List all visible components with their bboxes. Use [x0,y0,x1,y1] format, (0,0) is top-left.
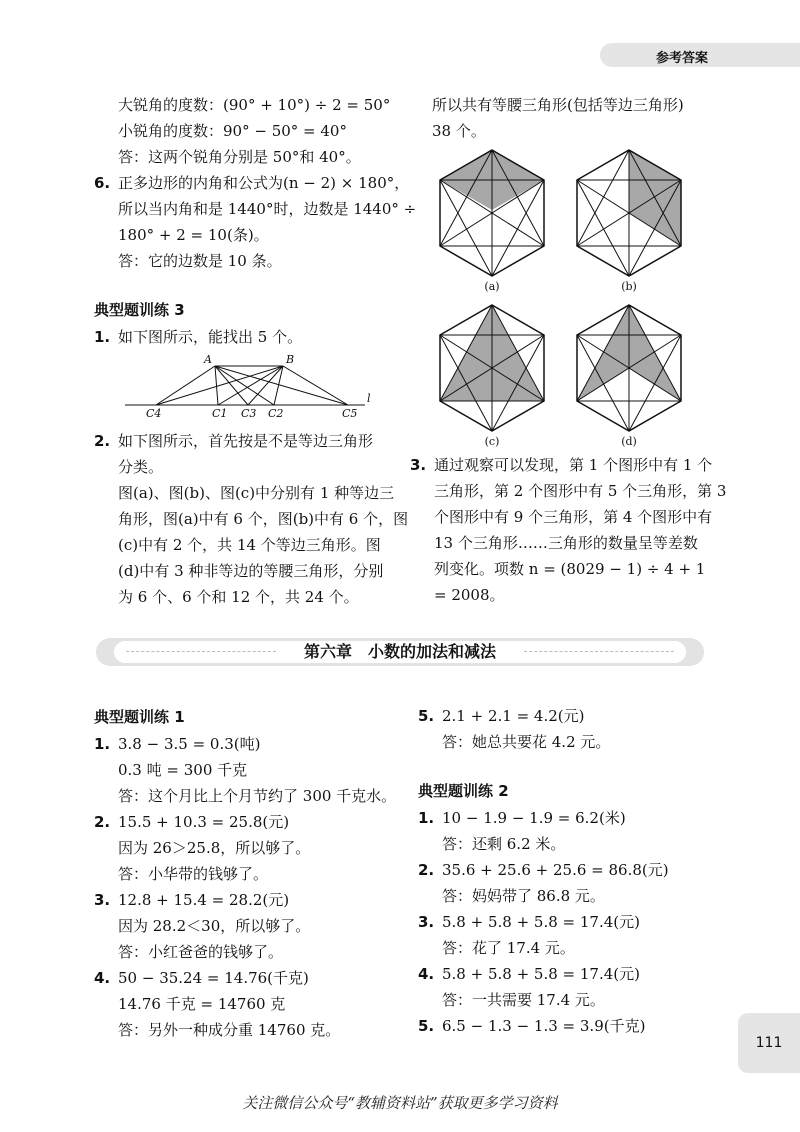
answer-item [418,805,718,857]
hexagon-b [573,148,685,278]
text-line: 答：小华带的钱够了。 [118,865,269,883]
question-2 [94,428,414,610]
point-label-c5: C5 [342,407,358,420]
line-label-l: l [367,392,371,405]
text-line: 答：她总共要花 4.2 元。 [442,733,611,751]
text-line: 答：还剩 6.2 米。 [442,835,566,853]
text-line: 答：妈妈带了 86.8 元。 [442,887,605,905]
hexagon-a [436,148,548,278]
text-line: 答：花了 17.4 元。 [442,939,575,957]
question-1 [94,324,414,350]
question-number: 5. [418,1017,435,1035]
answer-item [418,909,718,961]
text-line: 答：一共需要 17.4 元。 [442,991,605,1009]
chapter6-left-column [94,703,404,1043]
text-line: 如下图所示，能找出 5 个。 [118,328,303,346]
text-line: 38 个。 [432,122,486,140]
question-number: 2. [418,861,435,879]
text-line: 列变化。项数 n = (8029 − 1) ÷ 4 + 1 [434,560,706,578]
answer-item [94,731,404,809]
text-line: 5.8 + 5.8 + 5.8 = 17.4(元) [442,965,640,983]
answer-item [418,1013,718,1039]
question-number: 3. [410,456,427,474]
text-line: 答：这两个锐角分别是 50°和 40°。 [118,148,361,166]
hexagon-caption: (d) [621,435,637,448]
text-line: 小锐角的度数：90° − 50° = 40° [118,122,347,140]
text-line: 三角形，第 2 个图形中有 5 个三角形，第 3 [434,482,727,500]
triangle-line-figure [120,350,380,420]
text-line: 因为 28.2＜30，所以够了。 [118,917,311,935]
text-line: 180° + 2 = 10(条)。 [118,226,269,244]
text-line: 图(a)、图(b)、图(c)中分别有 1 种等边三 [118,484,395,502]
hexagon-c [436,303,548,433]
text-line: 10 − 1.9 − 1.9 = 6.2(米) [442,809,626,827]
answer-item [418,961,718,1013]
text-line: 答：这个月比上个月节约了 300 千克水。 [118,787,397,805]
text-line: 5.8 + 5.8 + 5.8 = 17.4(元) [442,913,640,931]
question-number: 3. [94,891,111,909]
chapter-title: 第六章 小数的加法和减法 [303,642,496,661]
answer-item [94,965,404,1043]
text-line: 15.5 + 10.3 = 25.8(元) [118,813,290,831]
question-number: 1. [94,328,111,346]
question-number: 1. [94,735,111,753]
text-line: 分类。 [118,458,164,476]
text-line: 14.76 千克 = 14760 克 [118,995,286,1013]
section-title: 典型题训练 1 [94,708,185,726]
text-line: 答：另外一种成分重 14760 克。 [118,1021,341,1039]
point-label-c2: C2 [268,407,284,420]
text-line: 个图形中有 9 个三角形，第 4 个图形中有 [434,508,713,526]
text-line: 2.1 + 2.1 = 4.2(元) [442,707,585,725]
point-label-b: B [286,353,295,366]
answer-item [94,887,404,965]
question-2-block [94,428,414,610]
text-line: 13 个三角形……三角形的数量呈等差数 [434,534,698,552]
answer-item [94,809,404,887]
question-3 [410,452,730,608]
question-number: 3. [418,913,435,931]
text-line: 3.8 − 3.5 = 0.3(吨) [118,735,261,753]
hexagon-d [573,303,685,433]
question-number: 4. [418,965,435,983]
point-label-c3: C3 [241,407,257,420]
question-number: 1. [418,809,435,827]
hexagon-caption: (b) [621,280,637,293]
top-right-header [432,92,732,144]
text-line: 12.8 + 15.4 = 28.2(元) [118,891,290,909]
hexagon-caption: (c) [484,435,500,448]
answer-item [418,857,718,909]
question-6 [94,170,417,274]
text-line: 50 − 35.24 = 14.76(千克) [118,969,309,987]
text-line: 答：小红爸爸的钱够了。 [118,943,284,961]
text-line: 为 6 个、6 个和 12 个，共 24 个。 [118,588,359,606]
text-line: 6.5 − 1.3 − 1.3 = 3.9(千克) [442,1017,646,1035]
text-line: = 2008。 [434,586,505,604]
text-line: 0.3 吨 = 300 千克 [118,761,248,779]
hexagon-caption: (a) [484,280,500,293]
question-number: 2. [94,432,111,450]
question-number: 5. [418,707,435,725]
question-number: 4. [94,969,111,987]
section-title: 典型题训练 2 [418,782,509,800]
question-number: 2. [94,813,111,831]
text-line: 角形，图(a)中有 6 个，图(b)中有 6 个，图 [118,510,409,528]
text-line: 所以共有等腰三角形(包括等边三角形) [432,96,684,114]
point-label-a: A [204,353,212,366]
page-number: 111 [738,1013,800,1073]
text-line: (d)中有 3 种非等边的等腰三角形，分别 [118,562,384,580]
point-label-c1: C1 [212,407,228,420]
text-line: 如下图所示，首先按是不是等边三角形 [118,432,374,450]
chapter6-right-column [418,703,718,1039]
chapter-banner [96,638,704,666]
section-title: 典型题训练 3 [94,301,185,319]
answer-item [418,703,718,755]
footer-note: 关注微信公众号“教辅资料站”获取更多学习资料 [242,1094,558,1112]
text-line: 正多边形的内角和公式为(n − 2) × 180°， [118,174,410,192]
text-line: 大锐角的度数：(90° + 10°) ÷ 2 = 50° [118,96,391,114]
text-line: (c)中有 2 个，共 14 个等边三角形。图 [118,536,381,554]
text-line: 35.6 + 25.6 + 25.6 = 86.8(元) [442,861,669,879]
text-line: 因为 26＞25.8，所以够了。 [118,839,311,857]
text-line: 所以当内角和是 1440°时，边数是 1440° ÷ [118,200,417,218]
point-label-c4: C4 [146,407,162,420]
text-line: 通过观察可以发现，第 1 个图形中有 1 个 [434,456,713,474]
question-number: 6. [94,174,111,192]
question-3-block [410,452,730,608]
top-left-column [94,92,417,350]
header-title: 参考答案 [655,51,708,66]
text-line: 答：它的边数是 10 条。 [118,252,282,270]
